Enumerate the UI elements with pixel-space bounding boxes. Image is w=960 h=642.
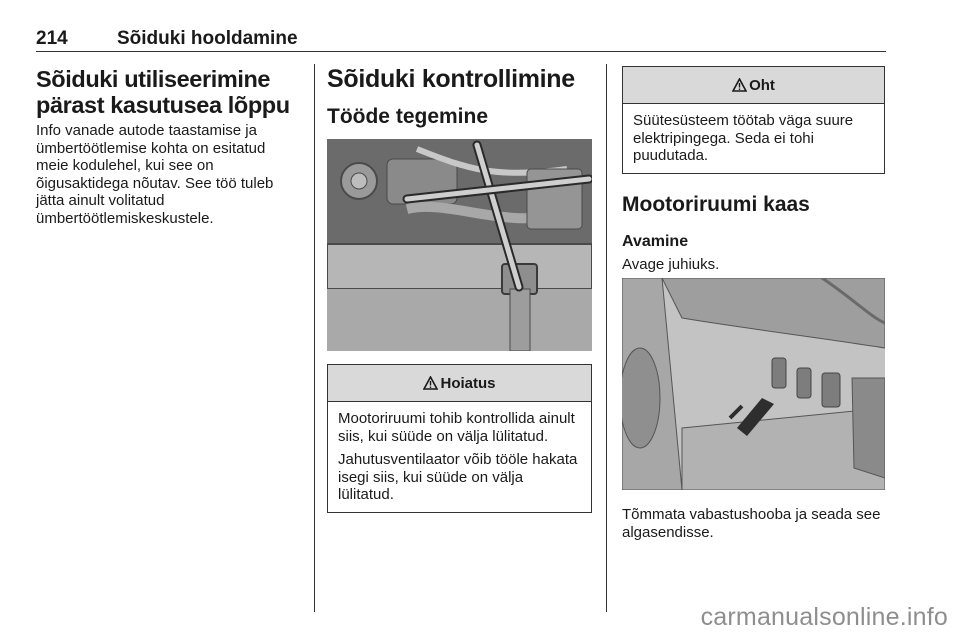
danger-box xyxy=(622,66,885,174)
column-divider xyxy=(606,64,607,612)
disposal-paragraph: Info vanade autode taastamise ja ümbertöötlemise kohta on esitatud meie kodulehel, kui see on õigusaktidega nõutav. See töö tuleb jätta ainult volitatud ümbertöötlemiskeskustele. xyxy=(36,122,274,227)
warning-box xyxy=(327,364,592,513)
warning-body xyxy=(328,402,591,512)
danger-body xyxy=(623,104,884,173)
column-divider xyxy=(314,64,315,612)
column-1 xyxy=(36,66,306,227)
danger-paragraph: Süütesüsteem töötab väga suure elektripingega. Seda ei tohi puudutada. xyxy=(633,112,854,164)
subheading-opening: Avamine xyxy=(622,232,689,250)
warning-paragraph-1: Mootoriruumi tohib kontrollida ainult siis, kui süüde on välja lülitatud. xyxy=(338,410,575,445)
warning-header xyxy=(328,365,591,402)
chapter-title: Sõiduki hooldamine xyxy=(117,28,298,49)
warning-paragraph-2: Jahutusventilaator võib tööle hakata isegi siis, kui süüde on välja lülitatud. xyxy=(338,451,578,503)
engine-bay-drawing xyxy=(327,139,592,351)
section-heading-inspection: Sõiduki kontrollimine xyxy=(327,65,575,93)
column-3 xyxy=(622,66,885,541)
section-heading-hood: Mootoriruumi kaas xyxy=(622,192,810,216)
warning-triangle-icon xyxy=(732,69,747,106)
warning-triangle-icon xyxy=(423,367,438,404)
subheading-work: Tööde tegemine xyxy=(327,105,489,128)
footwell-drawing xyxy=(622,278,885,490)
page-header xyxy=(36,28,886,52)
hood-release-illustration xyxy=(622,278,885,490)
figure-caption: Tõmmata vabastushooba ja seada see algasendisse. xyxy=(622,506,881,541)
danger-title: Oht xyxy=(749,77,775,94)
engine-bay-illustration xyxy=(327,139,592,351)
column-2 xyxy=(327,65,592,503)
intro-paragraph: Avage juhiuks. xyxy=(622,255,720,273)
watermark-link[interactable]: carmanualsonline.info xyxy=(700,603,948,631)
page-number: 214 xyxy=(36,28,68,49)
section-heading-disposal: Sõiduki utiliseerimine pärast kasutusea lõppu xyxy=(36,66,290,118)
danger-header xyxy=(623,67,884,104)
warning-title: Hoiatus xyxy=(440,375,496,392)
